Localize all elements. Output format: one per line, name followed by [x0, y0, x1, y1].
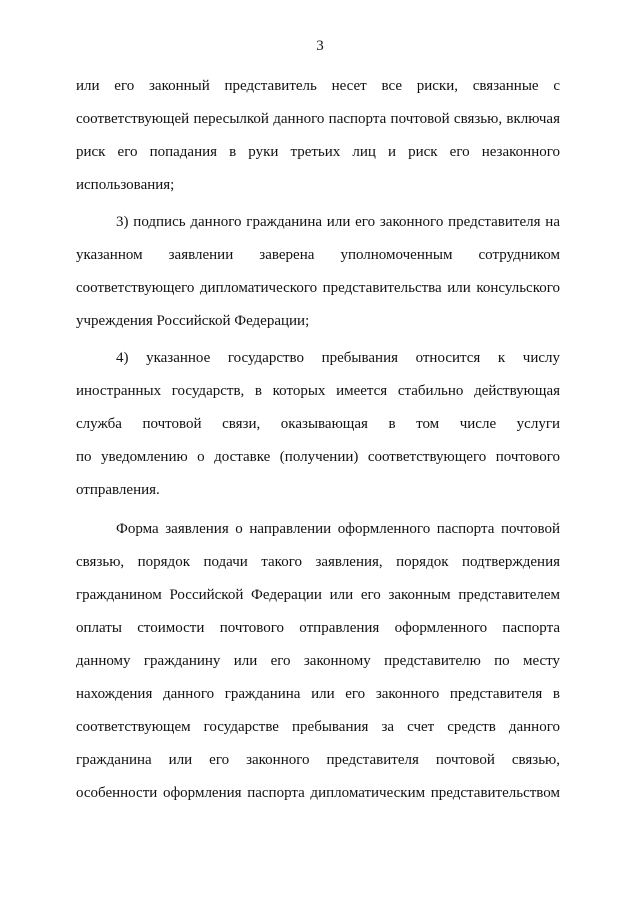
text-line: или его законный представитель несет все риски, связанные с — [76, 78, 560, 94]
text-line: соответствующей пересылкой данного паспорта почтовой связью, включая — [76, 111, 560, 127]
text-line: риск его попадания в руки третьих лиц и риск его незаконного — [76, 144, 560, 160]
text-line: иностранных государств, в которых имеется стабильно действующая — [76, 383, 560, 399]
text-line: указанном заявлении заверена уполномоченным сотрудником — [76, 247, 560, 263]
text-line: особенности оформления паспорта дипломатическим представительством — [76, 785, 560, 801]
text-line: служба почтовой связи, оказывающая в том числе услуги — [76, 416, 560, 432]
text-line: гражданином Российской Федерации или его законным представителем — [76, 587, 560, 603]
text-line: отправления. — [76, 482, 160, 498]
text-line: использования; — [76, 177, 175, 193]
text-line: нахождения данного гражданина или его законного представителя в — [76, 686, 560, 702]
text-line: данному гражданину или его законному представителю по месту — [76, 653, 560, 669]
document-text-body — [76, 70, 560, 810]
text-line: связью, порядок подачи такого заявления, порядок подтверждения — [76, 554, 560, 570]
text-line: соответствующем государстве пребывания за счет средств данного — [76, 719, 560, 735]
text-line: гражданина или его законного представителя почтовой связью, — [76, 752, 560, 768]
text-line: Форма заявления о направлении оформленного паспорта почтовой — [116, 521, 560, 537]
page-number: 3 — [316, 38, 324, 54]
text-line: учреждения Российской Федерации; — [76, 313, 310, 329]
text-line: 4) указанное государство пребывания относится к числу — [116, 350, 560, 366]
text-line: оплаты стоимости почтового отправления оформленного паспорта — [76, 620, 560, 636]
text-line: по уведомлению о доставке (получении) соответствующего почтового — [76, 449, 560, 465]
text-line: 3) подпись данного гражданина или его законного представителя на — [116, 214, 560, 230]
text-line: соответствующего дипломатического представительства или консульского — [76, 280, 560, 296]
